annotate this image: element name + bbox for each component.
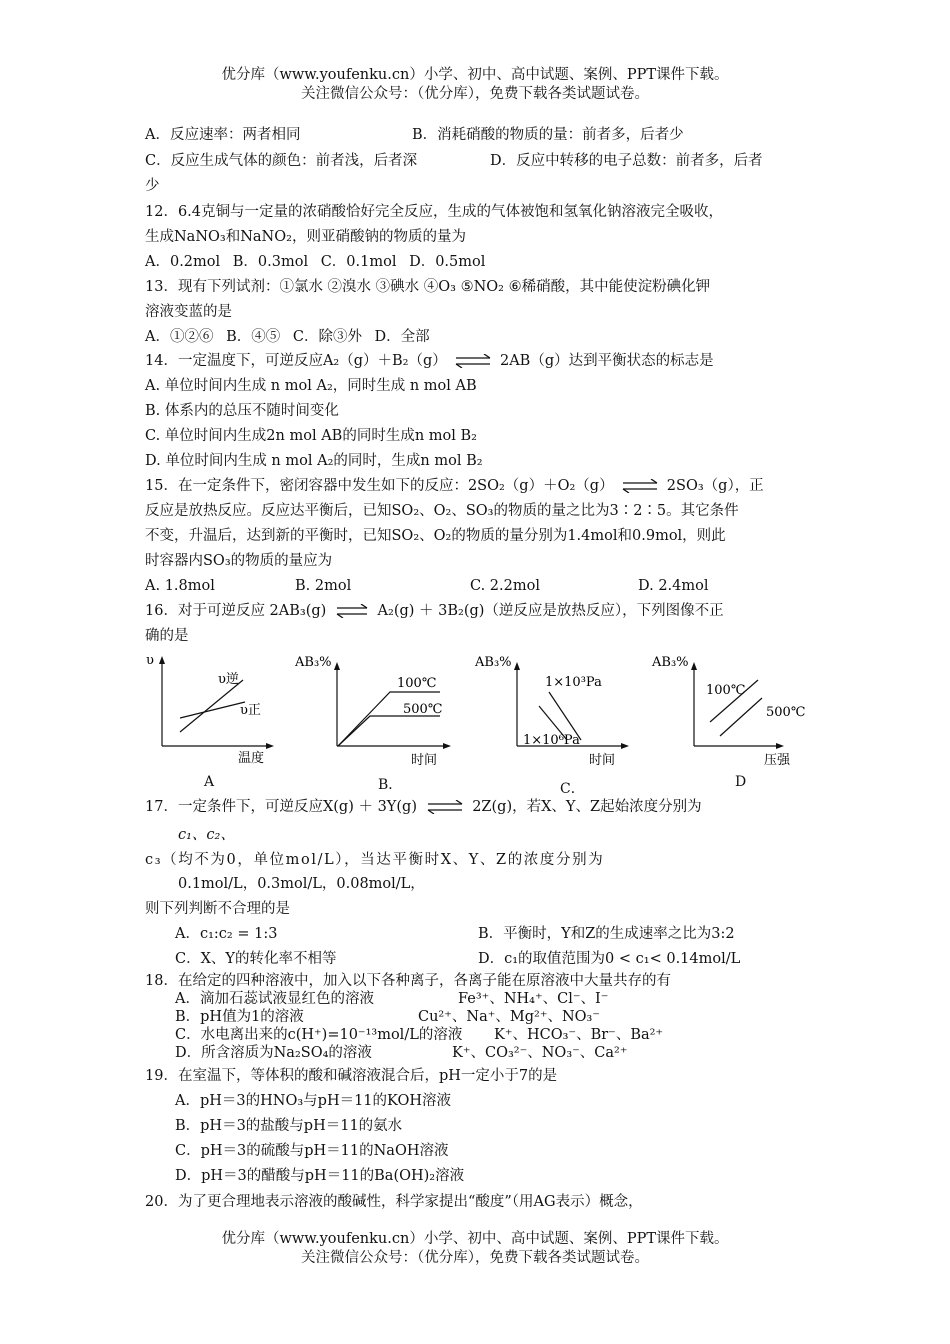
q16-text-a: 16．对于可逆反应 2AB₃(g) — [145, 603, 327, 619]
footer-line-1: 优分库（www.youfenku.cn）小学、初中、高中试题、案例、PPT课件下载。 — [221, 1231, 729, 1247]
q15-option-b: B. 2mol — [295, 578, 352, 594]
graph-a-label-2: υ正 — [240, 703, 261, 718]
q11-option-d-cont: 少 — [145, 178, 160, 194]
q17-text-2: c₁、c₂、 — [178, 827, 235, 843]
graph-d-label-1: 100℃ — [706, 683, 746, 698]
graph-a — [140, 650, 280, 770]
q17-option-b: B．平衡时，Y和Z的生成速率之比为3:2 — [478, 926, 735, 942]
q17-option-d: D．c₁的取值范围为0 < c₁< 0.14mol/L — [478, 951, 741, 967]
graph-b-curve-100c — [338, 692, 443, 746]
q19-option-d: D．pH＝3的醋酸与pH＝11的Ba(OH)₂溶液 — [175, 1168, 465, 1184]
q18-option-a-ions: Fe³⁺、NH₄⁺、Cl⁻、I⁻ — [458, 991, 609, 1007]
q17-text-a: 17．一定条件下，可逆反应X(g) ＋ 3Y(g) — [145, 799, 417, 815]
q15-option-d: D. 2.4mol — [638, 578, 709, 594]
q17-text-3: c₃（均不为0，单位mol/L），当达平衡时X、Y、Z的浓度分别为 — [145, 852, 605, 868]
q17-option-c: C．X、Y的转化率不相等 — [175, 951, 337, 967]
q12-text-1: 12．6.4克铜与一定量的浓硝酸恰好完全反应，生成的气体被饱和氢氧化钠溶液完全吸收， — [145, 204, 724, 220]
q18-option-b: B．pH值为1的溶液 — [175, 1009, 304, 1025]
graph-b-ylabel: AB₃% — [295, 655, 332, 670]
q15-text-b: 2SO₃（g），正 — [666, 478, 764, 494]
q14-option-d: D. 单位时间内生成 n mol A₂的同时，生成n mol B₂ — [145, 453, 483, 469]
q15-text-1 — [145, 476, 764, 496]
q18-option-b-ions: Cu²⁺、Na⁺、Mg²⁺、NO₃⁻ — [418, 1009, 601, 1025]
q15-option-a: A. 1.8mol — [145, 578, 215, 594]
equilibrium-arrow-icon — [454, 354, 492, 368]
q15-option-c: C. 2.2mol — [470, 578, 540, 594]
graph-d-letter: D — [735, 774, 747, 790]
q14-text — [145, 351, 714, 371]
q15-text-a: 15．在一定条件下，密闭容器中发生如下的反应：2SO₂（g）＋O₂（g） — [145, 478, 614, 494]
q18-text: 18．在给定的四种溶液中，加入以下各种离子，各离子能在原溶液中大量共存的有 — [145, 973, 671, 989]
q19-option-b: B．pH＝3的盐酸与pH＝11的氨水 — [175, 1118, 403, 1134]
graph-c-letter: C． — [560, 781, 585, 797]
graph-b — [295, 650, 455, 770]
graph-c-label-2: 1×10⁶Pa — [523, 733, 580, 748]
equilibrium-arrow-icon — [621, 479, 659, 493]
graph-a-curve-forward — [180, 680, 243, 732]
q12-options: A．0.2mol B．0.3mol C．0.1mol D．0.5mol — [145, 254, 486, 270]
q11-option-d: D．反应中转移的电子总数：前者多，后者 — [490, 153, 763, 169]
q17-text-5: 则下列判断不合理的是 — [145, 901, 290, 917]
q13-text-1: 13．现有下列试剂：①氯水 ②溴水 ③碘水 ④O₃ ⑤NO₂ ⑥稀硝酸，其中能使淀粉碘化钾 — [145, 279, 711, 295]
q17-option-a: A．c₁:c₂ = 1:3 — [175, 926, 278, 942]
graph-a-xlabel: 温度 — [238, 751, 265, 766]
graph-a-ylabel: υ — [146, 653, 154, 668]
graph-d-xlabel: 压强 — [764, 753, 791, 768]
graph-b-curve-500c — [338, 716, 440, 746]
q11-option-a: A．反应速率：两者相同 — [145, 127, 301, 143]
graph-c-ylabel: AB₃% — [475, 655, 512, 670]
header-line-1: 优分库（www.youfenku.cn）小学、初中、高中试题、案例、PPT课件下载。 — [221, 67, 729, 83]
q20-text: 20．为了更合理地表示溶液的酸碱性，科学家提出“酸度”（用AG表示）概念， — [145, 1194, 643, 1210]
q12-text-2: 生成NaNO₃和NaNO₂，则亚硝酸钠的物质的量为 — [145, 229, 466, 245]
q14-option-a: A. 单位时间内生成 n mol A₂，同时生成 n mol AB — [145, 378, 477, 394]
header-line-2: 关注微信公众号：（优分库），免费下载各类试题试卷。 — [301, 86, 649, 102]
q17-text-b: 2Z(g)，若X、Y、Z起始浓度分别为 — [472, 799, 702, 815]
q11-option-c: C．反应生成气体的颜色：前者浅，后者深 — [145, 153, 418, 169]
graph-d-curve-500c — [720, 698, 762, 736]
q14-option-c: C. 单位时间内生成2n mol AB的同时生成n mol B₂ — [145, 428, 477, 444]
graph-b-xlabel: 时间 — [411, 753, 438, 768]
q16-text-b: A₂(g) ＋ 3B₂(g)（逆反应是放热反应），下列图像不正 — [377, 603, 724, 619]
q17-text-1 — [145, 797, 702, 817]
graph-a-letter: A — [204, 774, 215, 790]
q18-option-a: A．滴加石蕊试液显红色的溶液 — [175, 991, 374, 1007]
graph-a-label-1: υ逆 — [218, 672, 239, 687]
graph-c-xlabel: 时间 — [589, 753, 616, 768]
equilibrium-arrow-icon — [426, 800, 464, 814]
q18-option-d-ions: K⁺、CO₃²⁻、NO₃⁻、Ca²⁺ — [452, 1045, 628, 1061]
graph-c-label-1: 1×10³Pa — [545, 675, 602, 690]
q13-options: A．①②⑥ B．④⑤ C．除③外 D．全部 — [145, 329, 430, 345]
graph-b-label-1: 100℃ — [397, 676, 437, 691]
q14-option-b: B. 体系内的总压不随时间变化 — [145, 403, 339, 419]
q14-text-b: 2AB（g）达到平衡状态的标志是 — [499, 353, 714, 369]
q15-text-3: 不变，升温后，达到新的平衡时，已知SO₂、O₂的物质的量分别为1.4mol和0.9mol，则此 — [145, 528, 726, 544]
graph-b-label-2: 500℃ — [403, 702, 443, 717]
graph-d — [650, 650, 810, 770]
q19-text: 19．在室温下，等体积的酸和碱溶液混合后，pH一定小于7的是 — [145, 1068, 558, 1084]
graph-b-letter: B． — [378, 777, 403, 793]
q16-text-1 — [145, 601, 724, 621]
q18-option-d: D．所含溶质为Na₂SO₄的溶液 — [175, 1045, 372, 1061]
equilibrium-arrow-icon — [335, 604, 369, 618]
q14-text-a: 14．一定温度下，可逆反应A₂（g）＋B₂（g） — [145, 353, 447, 369]
graph-c — [473, 650, 633, 770]
q13-text-2: 溶液变蓝的是 — [145, 304, 232, 320]
q18-option-c: C．水电离出来的c(H⁺)=10⁻¹³mol/L的溶液 — [175, 1027, 463, 1043]
q18-option-c-ions: K⁺、HCO₃⁻、Br⁻、Ba²⁺ — [494, 1027, 664, 1043]
q19-option-a: A．pH＝3的HNO₃与pH＝11的KOH溶液 — [175, 1093, 452, 1109]
q16-text-2: 确的是 — [145, 628, 189, 644]
q19-option-c: C．pH＝3的硫酸与pH＝11的NaOH溶液 — [175, 1143, 449, 1159]
q17-text-4: 0.1mol/L，0.3mol/L，0.08mol/L， — [178, 876, 425, 892]
q15-text-4: 时容器内SO₃的物质的量应为 — [145, 553, 333, 569]
graph-d-ylabel: AB₃% — [652, 655, 689, 670]
q11-option-b: B．消耗硝酸的物质的量：前者多，后者少 — [412, 127, 684, 143]
footer-line-2: 关注微信公众号：（优分库），免费下载各类试题试卷。 — [301, 1250, 649, 1266]
q15-text-2: 反应是放热反应。反应达平衡后，已知SO₂、O₂、SO₃的物质的量之比为3∶2∶5。其它条件 — [145, 503, 739, 519]
graph-d-label-2: 500℃ — [766, 705, 806, 720]
